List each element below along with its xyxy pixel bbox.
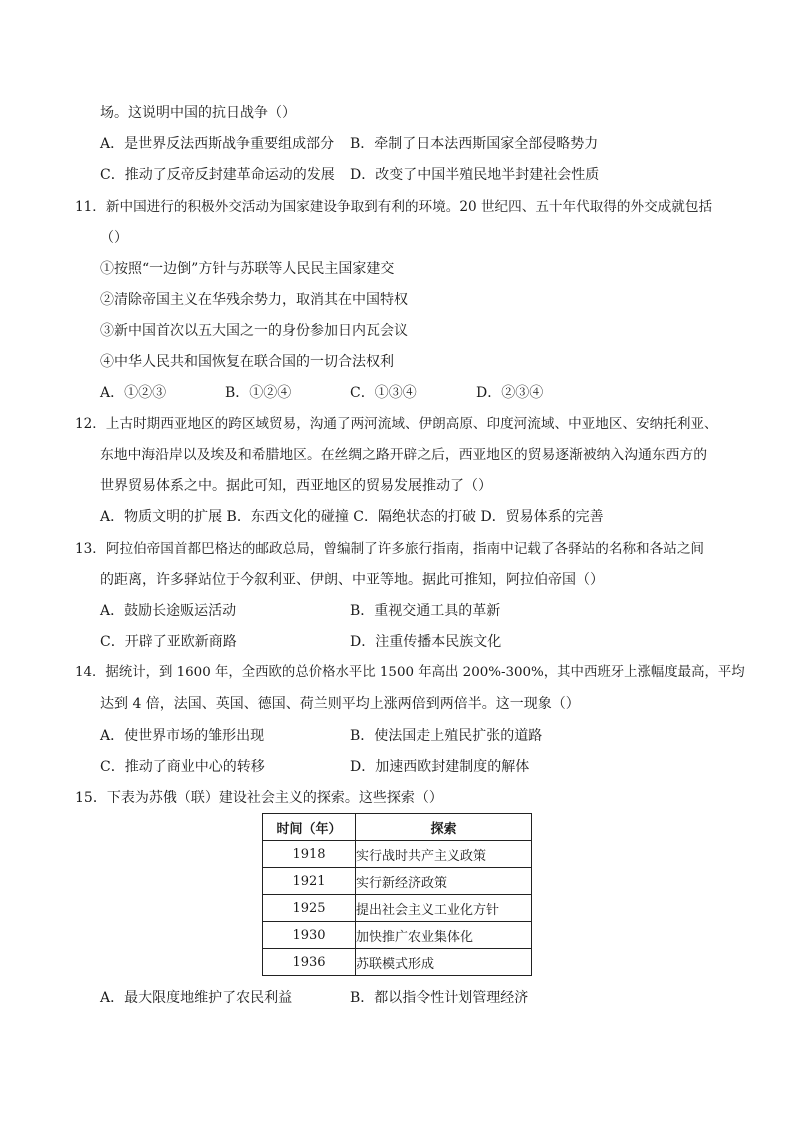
- q14-stem-line1: 14．据统计，到 1600 年，全西欧的总价格水平比 1500 年高出 200%-300%，其中西班牙上涨幅度最高，平均: [75, 665, 745, 680]
- q11-stem-line2: （）: [100, 230, 128, 246]
- q11-item-4: ④中华人民共和国恢复在联合国的一切合法权利: [100, 354, 394, 370]
- table-row: [263, 895, 532, 922]
- q13-option-a[interactable]: A．鼓励长途贩运活动: [100, 603, 237, 619]
- table-row: [263, 868, 532, 895]
- q12-stem-line2: 东地中海沿岸以及埃及和希腊地区。在丝绸之路开辟之后，西亚地区的贸易逐渐被纳入沟通东西方的: [100, 447, 708, 463]
- table-row: [263, 841, 532, 868]
- table-cell-year: 1930: [263, 922, 356, 949]
- table-header-year: 时间（年）: [263, 814, 356, 841]
- q11-item-1: ①按照“一边倒”方针与苏联等人民民主国家建交: [100, 261, 395, 277]
- table-cell-exploration: 提出社会主义工业化方针: [356, 895, 532, 922]
- q11-item-2: ②清除帝国主义在华残余势力，取消其在中国特权: [100, 292, 408, 308]
- q14-option-b[interactable]: B．使法国走上殖民扩张的道路: [350, 728, 543, 744]
- q11-stem-line1: 11．新中国进行的积极外交活动为国家建设争取到有利的环境。20 世纪四、五十年代取得的外交成就包括: [75, 199, 713, 215]
- q11-option-c[interactable]: C．①③④: [350, 385, 417, 401]
- q14-option-d[interactable]: D．加速西欧封建制度的解体: [350, 759, 530, 775]
- table-cell-exploration: 加快推广农业集体化: [356, 922, 532, 949]
- table-cell-exploration: 实行新经济政策: [356, 868, 532, 895]
- q15-stem: 15．下表为苏俄（联）建设社会主义的探索。这些探索（）: [75, 790, 443, 806]
- q12-options-line[interactable]: A．物质文明的扩展 B．东西文化的碰撞 C．隔绝状态的打破 D．贸易体系的完善: [100, 509, 604, 525]
- table-cell-exploration: 实行战时共产主义政策: [356, 841, 532, 868]
- q11-item-3: ③新中国首次以五大国之一的身份参加日内瓦会议: [100, 323, 408, 339]
- table-cell-year: 1918: [263, 841, 356, 868]
- q12-stem-line3: 世界贸易体系之中。据此可知，西亚地区的贸易发展推动了（）: [100, 478, 492, 494]
- q11-option-a[interactable]: A．①②③: [100, 385, 167, 401]
- q14-option-c[interactable]: C．推动了商业中心的转移: [100, 759, 265, 775]
- q12-stem-line1: 12．上古时期西亚地区的跨区域贸易，沟通了两河流域、伊朗高原、印度河流域、中亚地区、安纳托利亚、: [75, 416, 718, 432]
- q13-option-b[interactable]: B．重视交通工具的革新: [350, 603, 501, 619]
- q13-option-d[interactable]: D．注重传播本民族文化: [350, 634, 502, 650]
- table-cell-year: 1936: [263, 949, 356, 976]
- q10-stem-tail: 场。这说明中国的抗日战争（）: [100, 105, 296, 121]
- table-row: [263, 922, 532, 949]
- exploration-table: [262, 813, 532, 976]
- q10-option-c[interactable]: C．推动了反帝反封建革命运动的发展: [100, 167, 335, 183]
- q13-stem-line1: 13．阿拉伯帝国首都巴格达的邮政总局，曾编制了许多旅行指南，指南中记载了各驿站的名称和各站之间: [75, 541, 705, 557]
- q15-option-a[interactable]: A．最大限度地维护了农民利益: [100, 990, 293, 1006]
- q10-option-a[interactable]: A．是世界反法西斯战争重要组成部分: [100, 136, 335, 152]
- table-cell-year: 1921: [263, 868, 356, 895]
- q11-option-b[interactable]: B．①②④: [225, 385, 292, 401]
- table-cell-year: 1925: [263, 895, 356, 922]
- q10-option-b[interactable]: B．牵制了日本法西斯国家全部侵略势力: [350, 136, 599, 152]
- q14-option-a[interactable]: A．使世界市场的雏形出现: [100, 728, 265, 744]
- q13-stem-line2: 的距离，许多驿站位于今叙利亚、伊朗、中亚等地。据此可推知，阿拉伯帝国（）: [100, 572, 604, 588]
- q15-option-b[interactable]: B．都以指令性计划管理经济: [350, 990, 529, 1006]
- q14-stem-line2: 达到 4 倍，法国、英国、德国、荷兰则平均上涨两倍到两倍半。这一现象（）: [100, 696, 580, 712]
- table-header-row: [263, 814, 532, 841]
- table-row: [263, 949, 532, 976]
- table-cell-exploration: 苏联模式形成: [356, 949, 532, 976]
- q11-option-d[interactable]: D．②③④: [476, 385, 544, 401]
- table-header-exploration: 探索: [356, 814, 532, 841]
- q10-option-d[interactable]: D．改变了中国半殖民地半封建社会性质: [350, 167, 600, 183]
- q13-option-c[interactable]: C．开辟了亚欧新商路: [100, 634, 237, 650]
